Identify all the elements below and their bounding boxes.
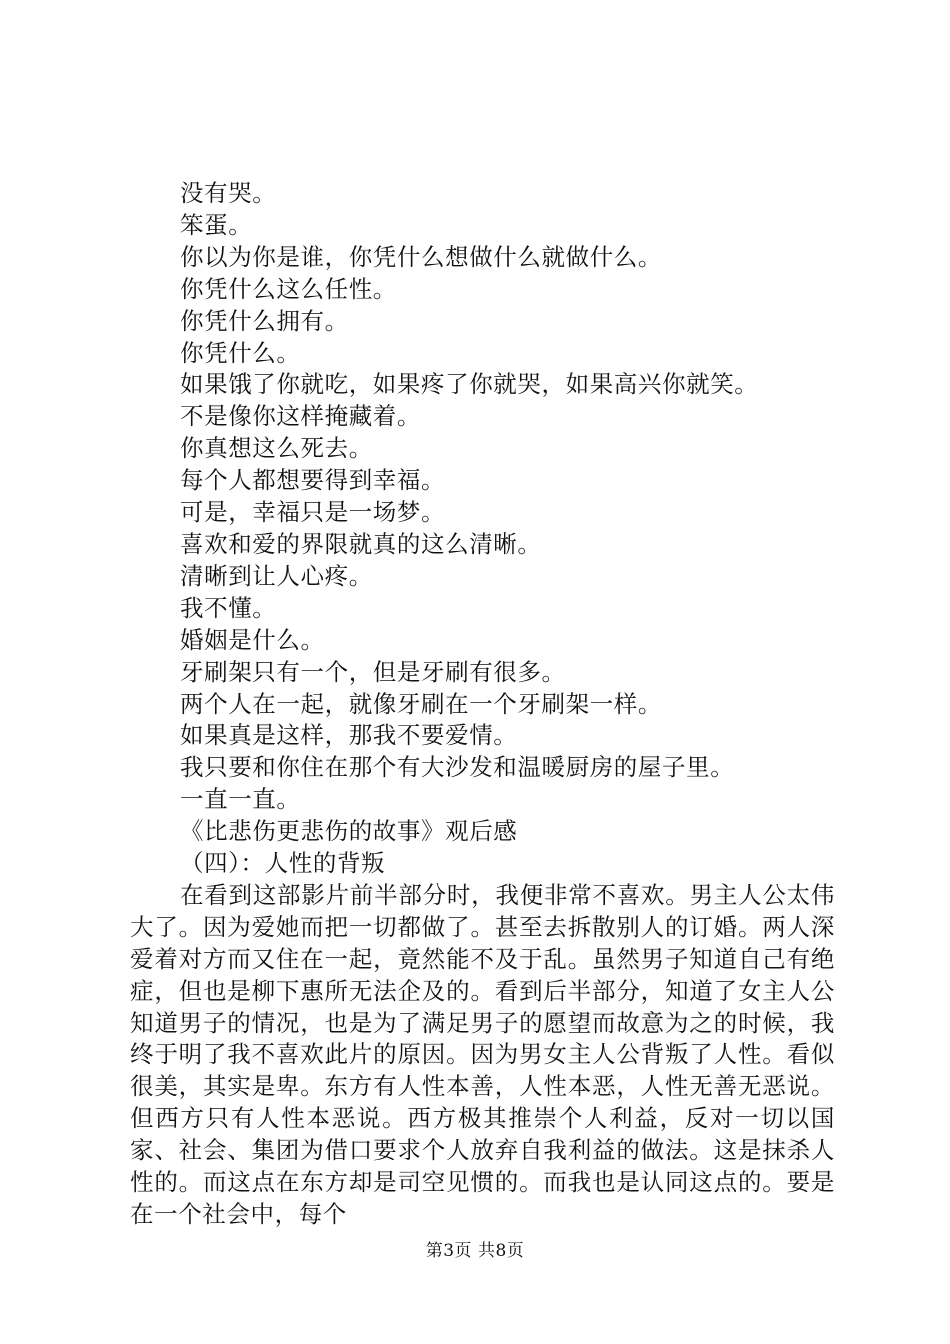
text-line: 不是像你这样掩藏着。 xyxy=(180,402,421,431)
text-line: 你真想这么死去。 xyxy=(180,434,373,463)
text-line: 牙刷架只有一个，但是牙刷有很多。 xyxy=(180,657,566,686)
text-line: 你凭什么拥有。 xyxy=(180,306,349,335)
page-number-footer: 第3页 共8页 xyxy=(425,1241,525,1261)
text-line: 一直一直。 xyxy=(180,785,301,814)
text-line: 你凭什么。 xyxy=(180,338,301,367)
body-paragraph: 在看到这部影片前半部分时，我便非常不喜欢。男主人公太伟大了。因为爱她而把一切都做了。甚至去拆散别人的订婚。两人深爱着对方而又住在一起，竟然能不及于乱。虽然男子知道自己有绝症，但也是柳下惠所无法企及的。看到后半部分，知道了女主人公知道男子的情况，也是为了满足男子的愿望而故意为之的时候，我终于明了我不喜欢此片的原因。因为男女主人公背叛了人性。看似很美，其实是卑。东方有人性本善，人性本恶，人性无善无恶说。但西方只有人性本恶说。西方极其推崇个人利益，反对一切以国家、社会、集团为借口要求个人放弃自我利益的做法。这是抹杀人性的。而这点在东方却是司空见惯的。而我也是认同这点的。要是在一个社会中，每个 xyxy=(130,880,835,1228)
text-line: 你以为你是谁，你凭什么想做什么就做什么。 xyxy=(180,242,662,271)
text-line: 如果饿了你就吃，如果疼了你就哭，如果高兴你就笑。 xyxy=(180,370,759,399)
text-line: 没有哭。 xyxy=(180,179,277,207)
text-line: 你凭什么这么任性。 xyxy=(180,274,397,303)
text-line: 笨蛋。 xyxy=(180,210,253,239)
text-line: 清晰到让人心疼。 xyxy=(180,561,373,590)
document-body xyxy=(130,178,835,1231)
text-line: 每个人都想要得到幸福。 xyxy=(180,466,446,495)
text-line: 可是，幸福只是一场梦。 xyxy=(180,498,446,527)
text-line: 婚姻是什么。 xyxy=(180,625,325,654)
text-line: 我只要和你住在那个有大沙发和温暖厨房的屋子里。 xyxy=(180,753,735,782)
text-line: 如果真是这样，那我不要爱情。 xyxy=(180,721,518,750)
section-subtitle: （四）：人性的背叛 xyxy=(180,849,386,878)
text-line: 喜欢和爱的界限就真的这么清晰。 xyxy=(180,529,542,558)
text-line: 两个人在一起，就像牙刷在一个牙刷架一样。 xyxy=(180,689,662,718)
text-line: 我不懂。 xyxy=(180,593,277,622)
section-title: 《比悲伤更悲伤的故事》观后感 xyxy=(180,817,518,846)
